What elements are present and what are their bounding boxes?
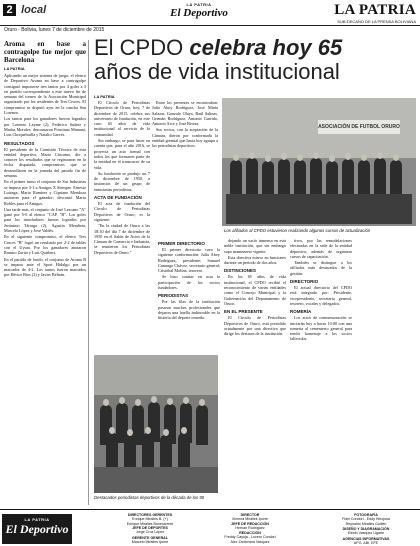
headline-emphasis: celebra hoy 65 [189, 35, 343, 60]
footer-logo-name: El Deportivo [5, 522, 69, 536]
staff-name: Enrique Miralles Bonecarrere [126, 521, 174, 526]
board-heading: DIRECTORIO [290, 279, 319, 285]
staff-credit [210, 513, 290, 522]
supplement-logo [168, 2, 230, 22]
staff-credit [210, 522, 290, 531]
journalists-heading: PERIODISTAS [158, 293, 189, 299]
staff-name: Fidel Condori - Eddy Hinojosa [342, 517, 390, 522]
newspaper-logo [334, 2, 416, 24]
person-figure [310, 158, 322, 198]
results-paragraph: En el siguiente compromiso, el elenco Tres Cruces "B" logró un resultado por 2-2 de tablas con el Uyuni. Por los ganadores anotaron Ramiro Zurita y Luis Quisbert. [4, 234, 86, 256]
person-figure [196, 405, 208, 445]
results-heading: RESULTADOS [4, 140, 35, 146]
historic-team-photo [94, 355, 218, 493]
staff-name: APG, ABI, EFE [353, 541, 379, 546]
article-paragraph: dejando un vacío inmenso en esta noble institución, que sin embargo supo mantenerse vigente. [224, 238, 286, 254]
article-paragraph: El acta de fundación del Círculo de Periodistas Deportivos de Oruro, es la siguiente: [94, 201, 150, 222]
article-paragraph: Los actos de conmemoración se iniciarán hoy a horas 10:00 con una romería al cementerio general para rendir homenaje a los socios fallecidos. [290, 315, 352, 342]
column-divider [88, 40, 89, 505]
person-figure [374, 158, 386, 198]
staff-role: JEFE DE REDACCIÓN [231, 522, 269, 526]
staff-role: AGENCIAS INFORMATIVAS [342, 537, 390, 541]
main-article-column-4 [224, 238, 286, 337]
page-header [0, 0, 420, 26]
left-article [4, 40, 86, 279]
photo-wall [94, 355, 218, 395]
article-paragraph: En los 65 años de vida institucional, el CPDO recibió el reconocimiento de varias entidades como el Concejo Municipal y la Gobernación del Departamento de Oruro. [224, 274, 286, 306]
main-article-column-5 [290, 238, 352, 343]
article-paragraph: El Círculo de Periodistas Deportivos de Oruro, está presidido actualmente por una directiva que dirige los destinos de la institución. [224, 315, 286, 337]
supplement-logo-name: El Deportivo [170, 7, 228, 19]
staff-role: FOTOGRAFÍA [354, 513, 378, 517]
article-paragraph: Su fundación se produjo un 7 de diciembre de 1950, a instancias de un grupo de entusiastas periodistas. [94, 170, 150, 192]
staff-role: DIRECTOR [240, 513, 260, 517]
article-paragraph: Esta directiva estuvo en funciones durante un periodo de dos años. [224, 254, 286, 266]
article-paragraph: Sin embargo, se para hacer en cuenta que, para el año 2016, se proyecta un acto formal con todos los que formaron parte de la entidad en el transcurso de su vida. [94, 138, 150, 170]
staff-name: Ximena Miralles Iporre [232, 517, 268, 522]
headline-part: El CPDO [94, 35, 190, 60]
staff-credit [110, 536, 190, 545]
staff-name: Jorge Cruz López [135, 530, 165, 535]
results-paragraph: Una tarde más, el conjunto de José Lezcano "A" ganó por 5-0 al elenco "CAP. "B". Los goles para los triunfadores fueron logrados por Jerónimo Tárraga (2), Agustín Mendieta, Marcelo López y José Valdés. [4, 206, 86, 234]
article-paragraph: El primer directorio tuvo la siguiente conformación: Julio Aboy Rodríguez, presidente; Samuel Camargo Chávez, secretario general; Cristóbal Molina, tesorero. [158, 247, 220, 274]
article-paragraph: "En la ciudad de Oruro a las 18:30 del día 7 de diciembre de 1950 en el Salón de Actos de la Cámara de Comercio e Industria, se reunieron los Periodistas Deportivos de Oruro." [94, 223, 150, 255]
staff-name: Freddy Cayoja - Lucero Condori [224, 535, 276, 540]
section-label: local [21, 4, 47, 16]
person-figure [246, 158, 258, 198]
staff-credit [210, 531, 290, 544]
footer-logo [2, 514, 72, 544]
page-number: 2 [3, 4, 16, 16]
staff-role: JEFE DE DEPORTES [132, 526, 168, 530]
results-paragraph: El presidente de la Comisión Técnica de esta entidad deportiva, Mario Cárcamo, dio a conocer los resultados que se registraron en la fecha disputada, compromisos que se desarrollaron en la jornada del pasado fin de semana. [4, 146, 86, 179]
page-marker [3, 4, 46, 16]
article-paragraph: El Círculo de Periodistas Deportivos de Oruro, hoy, 7 de diciembre de 2015, celebra sus aniversario de fundación, en este caso 65 años de vida institucional al servicio de la comunidad. [94, 100, 150, 137]
main-article-column-2 [152, 100, 218, 250]
article-paragraph: El actual directorio del CPDO está integrado por: Presidente, vicepresidente, secretario general, tesorero, vocales y delegados. [290, 285, 352, 306]
article-paragraph: tivos, por las remodelaciones efectuadas en la sede de la entidad deportiva, además de organizar cursos de capacitación. [290, 238, 352, 259]
distinctions-heading: DISTINCIONES [224, 268, 257, 274]
photo-table [226, 194, 412, 224]
staff-name: Hernán Rodríguez [235, 526, 265, 531]
staff-credit [318, 537, 414, 546]
main-article-column-1 [94, 100, 150, 350]
article-paragraph: También se distingue a los afiliados más destacados de la gestión. [290, 260, 352, 276]
staff-name: Edwin Vasquez Ugarte [347, 531, 385, 536]
staff-role: REDACCIÓN [239, 531, 261, 535]
pilgrimage-heading: ROMERÍA [290, 309, 312, 315]
staff-credit [110, 513, 190, 526]
staff-name: Marcelo Miralles Iporre [131, 540, 169, 545]
staff-credit [318, 527, 414, 536]
photo-ground [94, 467, 218, 493]
results-paragraph: En el primer turno el conjunto de Sur Industrias se impuso por 3-1 a Amigos X Siempre. Ernesto Luizaga, Mario Ramírez y Cipriano Mendoza anotaron para el ganador; descontó Mario Robles para el Amigos. [4, 179, 86, 206]
main-article-source: LA PATRIA [94, 94, 115, 99]
present-heading: EN EL PRESENTE [224, 309, 263, 315]
staff-name: Enrique Miralles B. (+) [132, 517, 168, 522]
footer-logo-top: LA PATRIA [24, 517, 50, 522]
staff-name: Reynaldo Miralles Guillén [345, 521, 387, 526]
article-paragraph: Por las filas de la institución pasaron muchos profesionales que dejaron una huella imborrable en la historia del deporte orureño. [158, 299, 220, 321]
left-article-source: LA PATRIA [4, 66, 25, 71]
left-article-paragraph: Aplicando un mejor sistema de juego, el elenco de Deportivo Aroma en base a contragolpe consiguió imponerse tres tantos por 4 goles a 3 en partido correspondiente a este nuevo fin de semana del torneo de la Asociación Municipal organizado por los residentes de Tres Cruces. El compromiso se disputó ayer en la cancha San Lorenzo. [4, 73, 86, 116]
left-article-headline: Aroma en base a contragolpe fue mejor que Barcelona [4, 40, 86, 64]
person-figure [342, 159, 354, 199]
first-board-heading: PRIMER DIRECTORIO [158, 241, 205, 246]
masthead-footer [0, 509, 420, 546]
staff-role: DISEÑO Y DIAGRAMACIÓN [342, 527, 390, 531]
staff-credit [318, 513, 414, 526]
article-paragraph: Sus socios, con la aceptación de la Cámara, dieron por conformada la entidad gremial que hasta hoy agrupa a los periodistas deportivos. [152, 127, 218, 149]
staff-name: Alex Zambrana Vasquez [230, 539, 270, 544]
article-paragraph: Entre los presentes se encontraban: Julio Aboy Rodríguez, José María Salazar, Gonzalo Olaya, Raúl Salinas, Germán Rodríguez, Antonio Garrido, Antonio Arce y José Rivera. [152, 100, 218, 127]
photo-banner: ASOCIACIÓN DE FUTBOL ORURO [318, 120, 400, 134]
staff-role: DIRECTORES GERENTES [127, 513, 173, 517]
photo-caption: Los afiliados al CPDO estuvieron realizando algunos cursos de actualización [224, 228, 371, 233]
article-paragraph: Se hizo constar en acta la participación de los socios fundadores. [158, 274, 220, 291]
photo-caption: Destacados periodistas deportivos de la década de los 90 [94, 495, 205, 500]
main-article-column-3 [158, 238, 220, 322]
supplement-logo-top: LA PATRIA [186, 2, 212, 7]
results-paragraph: En el partido de fondo, el conjunto de Aroma B se impuso ante el Sport Hidalgo por un marcador de 4-2. Los tantos fueron marcados por Héctor Ríos (2) y Javier Beltrán. [4, 256, 86, 278]
staff-credit [110, 526, 190, 535]
newspaper-name: LA PATRIA [334, 2, 416, 18]
headline-part: años de vida institucional [94, 59, 340, 84]
acta-heading: ACTA DE FUNDACIÓN [94, 195, 142, 201]
main-headline [94, 36, 416, 84]
left-article-paragraph: Los tantos para los ganadores fueron logrados por Lorenzo Layme (2), Federico Suárez y Matías Morales; descontaron Ponciano Mamani, Luis Choquehuilla y Natalio Garcés. [4, 116, 86, 138]
person-figure [278, 159, 290, 199]
group-photo [222, 98, 416, 226]
newspaper-subtitle: SUB-DECANO DE LA PRENSA BOLIVIANA [337, 19, 416, 24]
dateline: Oruro - Bolivia, lunes 7 de diciembre de 2015 [4, 27, 105, 33]
staff-role: GERENTE GENERAL [132, 536, 168, 540]
